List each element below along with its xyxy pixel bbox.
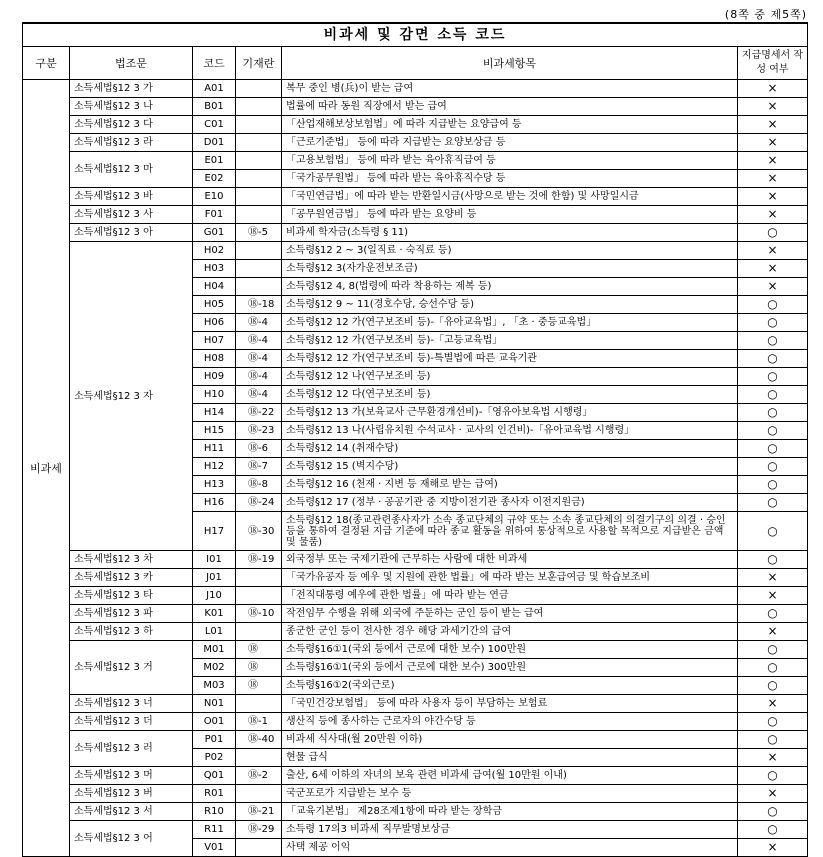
report-mark-cell: × xyxy=(738,188,808,206)
header-law: 법조문 xyxy=(70,47,193,80)
code-cell: H06 xyxy=(193,314,236,332)
table-row xyxy=(23,785,808,803)
table-row xyxy=(23,713,808,731)
code-cell: M01 xyxy=(193,641,236,659)
law-cell: 소득세법§12 3 거 xyxy=(70,641,193,695)
item-cell: 현물 급식 xyxy=(282,749,738,767)
law-cell: 소득세법§12 3 머 xyxy=(70,767,193,785)
code-cell: J01 xyxy=(193,569,236,587)
report-mark-cell: × xyxy=(738,80,808,98)
law-cell: 소득세법§12 3 어 xyxy=(70,821,193,857)
code-cell: H11 xyxy=(193,440,236,458)
report-mark-cell: ○ xyxy=(738,803,808,821)
code-cell: P01 xyxy=(193,731,236,749)
note-cell: ⑱-4 xyxy=(236,350,282,368)
note-cell: ⑱-5 xyxy=(236,224,282,242)
code-cell: H02 xyxy=(193,242,236,260)
report-mark-cell: × xyxy=(738,587,808,605)
item-cell: 출산, 6세 이하의 자녀의 보육 관련 비과세 급여(월 10만원 이내) xyxy=(282,767,738,785)
note-cell: ⑱-29 xyxy=(236,821,282,839)
code-cell: R11 xyxy=(193,821,236,839)
note-cell: ⑱-23 xyxy=(236,422,282,440)
report-mark-cell: ○ xyxy=(738,659,808,677)
item-cell: 사택 제공 이익 xyxy=(282,839,738,857)
note-cell: ⑱-7 xyxy=(236,458,282,476)
table-row xyxy=(23,134,808,152)
note-cell: ⑱-8 xyxy=(236,476,282,494)
note-cell xyxy=(236,569,282,587)
header-note: 기재란 xyxy=(236,47,282,80)
table-row xyxy=(23,569,808,587)
item-cell: 「국가유공자 등 예우 및 지원에 관한 법률」에 따라 받는 보훈급여금 및 학습보조비 xyxy=(282,569,738,587)
report-mark-cell: ○ xyxy=(738,314,808,332)
note-cell xyxy=(236,695,282,713)
law-cell: 소득세법§12 3 파 xyxy=(70,605,193,623)
code-cell: C01 xyxy=(193,116,236,134)
code-cell: V01 xyxy=(193,839,236,857)
code-cell: H15 xyxy=(193,422,236,440)
report-mark-cell: ○ xyxy=(738,821,808,839)
note-cell xyxy=(236,170,282,188)
note-cell xyxy=(236,278,282,296)
law-cell: 소득세법§12 3 버 xyxy=(70,785,193,803)
note-cell xyxy=(236,206,282,224)
item-cell: 「국가공무원법」 등에 따라 받는 육아휴직수당 등 xyxy=(282,170,738,188)
item-cell: 외국정부 또는 국제기관에 근무하는 사람에 대한 비과세 xyxy=(282,551,738,569)
item-cell: 소득령§12 12 나(연구보조비 등) xyxy=(282,368,738,386)
table-row xyxy=(23,731,808,749)
code-cell: H03 xyxy=(193,260,236,278)
item-cell: 소득령§16①1(국외 등에서 근로에 대한 보수) 100만원 xyxy=(282,641,738,659)
report-mark-cell: ○ xyxy=(738,368,808,386)
note-cell xyxy=(236,587,282,605)
law-cell: 소득세법§12 3 바 xyxy=(70,188,193,206)
note-cell: ⑱-19 xyxy=(236,551,282,569)
item-cell: 「근로기준법」 등에 따라 지급받는 요양보상금 등 xyxy=(282,134,738,152)
item-cell: 「교육기본법」 제28조제1항에 따라 받는 장학금 xyxy=(282,803,738,821)
code-cell: N01 xyxy=(193,695,236,713)
report-mark-cell: × xyxy=(738,152,808,170)
note-cell: ⑱-4 xyxy=(236,332,282,350)
item-cell: 소득령§12 9 ~ 11(경호수당, 승선수당 등) xyxy=(282,296,738,314)
report-mark-cell: ○ xyxy=(738,386,808,404)
item-cell: 소득령§12 2 ~ 3(일직료 · 숙직료 등) xyxy=(282,242,738,260)
report-mark-cell: × xyxy=(738,569,808,587)
item-cell: 작전임무 수행을 위해 외국에 주둔하는 군인 등이 받는 급여 xyxy=(282,605,738,623)
code-cell: H05 xyxy=(193,296,236,314)
note-cell: ⑱-4 xyxy=(236,386,282,404)
code-cell: H13 xyxy=(193,476,236,494)
report-mark-cell: ○ xyxy=(738,512,808,551)
law-cell: 소득세법§12 3 마 xyxy=(70,152,193,188)
table-row xyxy=(23,605,808,623)
code-cell: J10 xyxy=(193,587,236,605)
note-cell: ⑱ xyxy=(236,641,282,659)
item-cell: 국군포로가 지급받는 보수 등 xyxy=(282,785,738,803)
report-mark-cell: ○ xyxy=(738,404,808,422)
item-cell: 소득령§12 14 (취재수당) xyxy=(282,440,738,458)
item-cell: 「산업재해보상보험법」에 따라 지급받는 요양급여 등 xyxy=(282,116,738,134)
item-cell: 소득령§12 17 (정부 · 공공기관 중 지방이전기관 종사자 이전지원금) xyxy=(282,494,738,512)
note-cell xyxy=(236,260,282,278)
note-cell xyxy=(236,749,282,767)
report-mark-cell: ○ xyxy=(738,494,808,512)
report-mark-cell: × xyxy=(738,242,808,260)
note-cell xyxy=(236,98,282,116)
note-cell xyxy=(236,152,282,170)
code-cell: P02 xyxy=(193,749,236,767)
report-mark-cell: ○ xyxy=(738,350,808,368)
report-mark-cell: ○ xyxy=(738,551,808,569)
law-cell: 소득세법§12 3 서 xyxy=(70,803,193,821)
note-cell: ⑱-30 xyxy=(236,512,282,551)
code-cell: H12 xyxy=(193,458,236,476)
item-cell: 복무 중인 병(兵)이 받는 급여 xyxy=(282,80,738,98)
item-cell: 「고용보험법」 등에 따라 받는 육아휴직급여 등 xyxy=(282,152,738,170)
table-row xyxy=(23,224,808,242)
item-cell: 법률에 따라 동원 직장에서 받는 급여 xyxy=(282,98,738,116)
code-cell: H09 xyxy=(193,368,236,386)
code-cell: F01 xyxy=(193,206,236,224)
law-cell: 소득세법§12 3 다 xyxy=(70,116,193,134)
law-cell: 소득세법§12 3 나 xyxy=(70,98,193,116)
code-cell: L01 xyxy=(193,623,236,641)
report-mark-cell: ○ xyxy=(738,476,808,494)
item-cell: 소득령§12 12 가(연구보조비 등)-「유아교육법」, 「초 · 중등교육법」 xyxy=(282,314,738,332)
table-row xyxy=(23,587,808,605)
law-cell: 소득세법§12 3 차 xyxy=(70,551,193,569)
code-cell: I01 xyxy=(193,551,236,569)
code-cell: Q01 xyxy=(193,767,236,785)
item-cell: 「국민건강보험법」 등에 따라 사용자 등이 부담하는 보험료 xyxy=(282,695,738,713)
code-cell: E02 xyxy=(193,170,236,188)
report-mark-cell: ○ xyxy=(738,767,808,785)
item-cell: 소득령§12 18(종교관련종사자가 소속 종교단체의 규약 또는 소속 종교단체의 의결기구의 의결 · 승인 등을 통하여 결정된 지급 기준에 따라 종교 활동을 위하여 통상적으로 사용할 목적으로 지급받은 금액 및 물품) xyxy=(282,512,738,551)
law-cell: 소득세법§12 3 라 xyxy=(70,134,193,152)
note-cell: ⑱-40 xyxy=(236,731,282,749)
code-cell: R01 xyxy=(193,785,236,803)
item-cell: 「국민연금법」에 따라 받는 반환일시금(사망으로 받는 것에 한함) 및 사망일시금 xyxy=(282,188,738,206)
code-cell: R10 xyxy=(193,803,236,821)
table-row xyxy=(23,641,808,659)
report-mark-cell: × xyxy=(738,839,808,857)
report-mark-cell: × xyxy=(738,116,808,134)
report-mark-cell: × xyxy=(738,206,808,224)
note-cell: ⑱-4 xyxy=(236,314,282,332)
item-cell: 소득령§12 4, 8(법령에 따라 착용하는 제복 등) xyxy=(282,278,738,296)
code-cell: H17 xyxy=(193,512,236,551)
table-row xyxy=(23,188,808,206)
report-mark-cell: × xyxy=(738,695,808,713)
item-cell: 「공무원연금법」 등에 따라 받는 요양비 등 xyxy=(282,206,738,224)
report-mark-cell: × xyxy=(738,749,808,767)
report-mark-cell: ○ xyxy=(738,677,808,695)
report-mark-cell: ○ xyxy=(738,605,808,623)
table-row xyxy=(23,821,808,839)
report-mark-cell: ○ xyxy=(738,224,808,242)
item-cell: 소득령§16①2(국외근로) xyxy=(282,677,738,695)
table-row xyxy=(23,116,808,134)
report-mark-cell: × xyxy=(738,623,808,641)
item-cell: 생산직 등에 종사하는 근로자의 야간수당 등 xyxy=(282,713,738,731)
item-cell: 비과세 학자금(소득령 § 11) xyxy=(282,224,738,242)
report-mark-cell: × xyxy=(738,134,808,152)
code-cell: H04 xyxy=(193,278,236,296)
note-cell: ⑱-10 xyxy=(236,605,282,623)
report-mark-cell: ○ xyxy=(738,422,808,440)
code-cell: M03 xyxy=(193,677,236,695)
code-cell: E10 xyxy=(193,188,236,206)
page-indicator: (8쪽 중 제5쪽) xyxy=(724,8,807,21)
note-cell xyxy=(236,80,282,98)
item-cell: 소득령§12 15 (벽지수당) xyxy=(282,458,738,476)
table-row xyxy=(23,80,808,98)
note-cell: ⑱ xyxy=(236,677,282,695)
code-cell: E01 xyxy=(193,152,236,170)
header-code: 코드 xyxy=(193,47,236,80)
report-mark-cell: ○ xyxy=(738,713,808,731)
item-cell: 소득령§12 16 (천재 · 지변 등 재해로 받는 급여) xyxy=(282,476,738,494)
category-cell: 비과세 xyxy=(23,80,70,857)
table-body xyxy=(23,80,808,857)
code-cell: O01 xyxy=(193,713,236,731)
table-title: 비과세 및 감면 소득 코드 xyxy=(23,23,808,47)
table-row xyxy=(23,623,808,641)
item-cell: 비과세 식사대(월 20만원 이하) xyxy=(282,731,738,749)
code-cell: K01 xyxy=(193,605,236,623)
note-cell xyxy=(236,188,282,206)
note-cell: ⑱-4 xyxy=(236,368,282,386)
report-mark-cell: × xyxy=(738,278,808,296)
code-cell: B01 xyxy=(193,98,236,116)
item-cell: 소득령§12 12 다(연구보조비 등) xyxy=(282,386,738,404)
header-report: 지급명세서 작성 여부 xyxy=(738,47,808,80)
note-cell: ⑱-24 xyxy=(236,494,282,512)
note-cell xyxy=(236,116,282,134)
table-row xyxy=(23,767,808,785)
report-mark-cell: ○ xyxy=(738,440,808,458)
report-mark-cell: ○ xyxy=(738,296,808,314)
law-cell: 소득세법§12 3 카 xyxy=(70,569,193,587)
code-cell: H16 xyxy=(193,494,236,512)
note-cell xyxy=(236,623,282,641)
table-row xyxy=(23,206,808,224)
report-mark-cell: × xyxy=(738,260,808,278)
table-row xyxy=(23,242,808,260)
code-cell: G01 xyxy=(193,224,236,242)
tax-code-table xyxy=(22,22,808,857)
table-row xyxy=(23,98,808,116)
code-cell: H08 xyxy=(193,350,236,368)
law-cell: 소득세법§12 3 사 xyxy=(70,206,193,224)
report-mark-cell: × xyxy=(738,785,808,803)
item-cell: 소득령§12 12 가(연구보조비 등)-특별법에 따른 교육기관 xyxy=(282,350,738,368)
law-cell: 소득세법§12 3 가 xyxy=(70,80,193,98)
report-mark-cell: ○ xyxy=(738,731,808,749)
note-cell: ⑱-1 xyxy=(236,713,282,731)
note-cell: ⑱-22 xyxy=(236,404,282,422)
item-cell: 소득령§16①1(국외 등에서 근로에 대한 보수) 300만원 xyxy=(282,659,738,677)
code-cell: A01 xyxy=(193,80,236,98)
note-cell xyxy=(236,134,282,152)
report-mark-cell: ○ xyxy=(738,641,808,659)
code-cell: H10 xyxy=(193,386,236,404)
item-cell: 소득령§12 13 가(보육교사 근무환경개선비)-「영유아보육법 시행령」 xyxy=(282,404,738,422)
table-row xyxy=(23,803,808,821)
table-row xyxy=(23,551,808,569)
note-cell xyxy=(236,242,282,260)
item-cell: 「전직대통령 예우에 관한 법률」에 따라 받는 연금 xyxy=(282,587,738,605)
code-cell: H14 xyxy=(193,404,236,422)
table-row xyxy=(23,695,808,713)
note-cell: ⑱-2 xyxy=(236,767,282,785)
note-cell: ⑱-6 xyxy=(236,440,282,458)
item-cell: 소득령§12 13 나(사립유치원 수석교사 · 교사의 인건비)-「유아교육법 시행령」 xyxy=(282,422,738,440)
item-cell: 소득령§12 12 가(연구보조비 등)-「고등교육법」 xyxy=(282,332,738,350)
law-cell: 소득세법§12 3 타 xyxy=(70,587,193,605)
table-row xyxy=(23,152,808,170)
report-mark-cell: × xyxy=(738,98,808,116)
item-cell: 소득령 17의3 비과세 직무발명보상금 xyxy=(282,821,738,839)
header-category: 구분 xyxy=(23,47,70,80)
item-cell: 종군한 군인 등이 전사한 경우 해당 과세기간의 급여 xyxy=(282,623,738,641)
law-cell: 소득세법§12 3 하 xyxy=(70,623,193,641)
law-cell: 소득세법§12 3 더 xyxy=(70,713,193,731)
code-cell: H07 xyxy=(193,332,236,350)
code-cell: M02 xyxy=(193,659,236,677)
note-cell: ⑱-21 xyxy=(236,803,282,821)
law-cell: 소득세법§12 3 아 xyxy=(70,224,193,242)
law-cell: 소득세법§12 3 러 xyxy=(70,731,193,767)
note-cell: ⑱ xyxy=(236,659,282,677)
header-item: 비과세항목 xyxy=(282,47,738,80)
item-cell: 소득령§12 3(자가운전보조금) xyxy=(282,260,738,278)
report-mark-cell: ○ xyxy=(738,458,808,476)
note-cell xyxy=(236,785,282,803)
note-cell: ⑱-18 xyxy=(236,296,282,314)
law-cell: 소득세법§12 3 너 xyxy=(70,695,193,713)
code-cell: D01 xyxy=(193,134,236,152)
law-cell: 소득세법§12 3 자 xyxy=(70,242,193,551)
report-mark-cell: × xyxy=(738,170,808,188)
report-mark-cell: ○ xyxy=(738,332,808,350)
